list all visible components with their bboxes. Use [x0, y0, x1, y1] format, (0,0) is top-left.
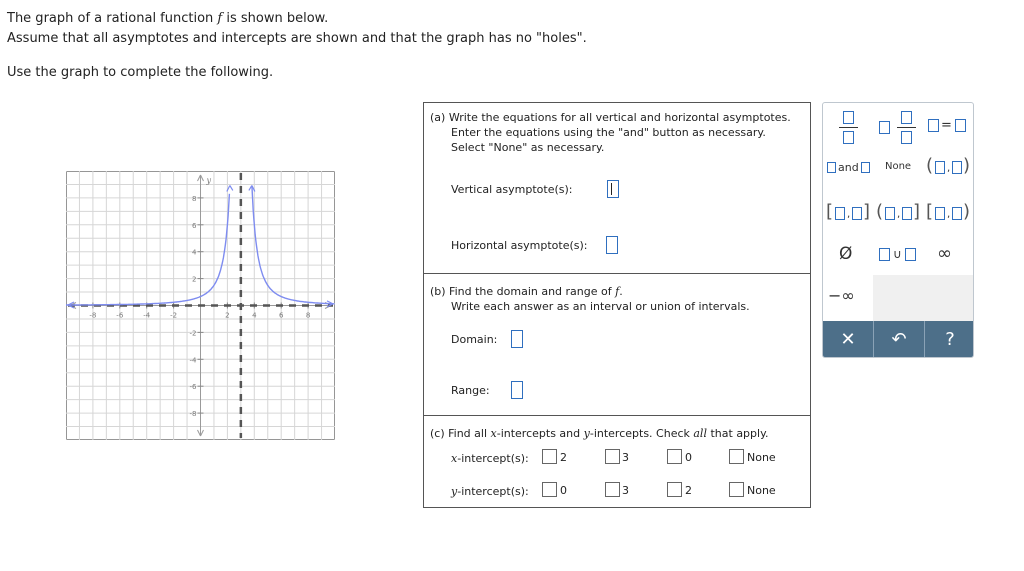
part-a-panel: [423, 102, 811, 274]
open-interval-button[interactable]: [925, 153, 973, 181]
half-closed-interval-button[interactable]: [925, 199, 973, 227]
mixed-number-button[interactable]: [877, 107, 923, 147]
left-box: [827, 162, 836, 173]
x-intercept-option-none: None: [747, 451, 776, 464]
fraction-button[interactable]: [829, 107, 869, 147]
domain-input[interactable]: [511, 330, 523, 348]
all-emphasis: all: [693, 427, 707, 440]
horizontal-asymptote-label: Horizontal asymptote(s):: [451, 239, 588, 252]
numerator-box: [843, 111, 854, 124]
comma: ,: [897, 209, 901, 220]
x-tick-label: -4: [143, 311, 151, 320]
vertical-asymptote-label: Vertical asymptote(s):: [451, 183, 573, 196]
x-intercept-option-0: 0: [685, 451, 692, 464]
right-box: [902, 207, 912, 220]
comma: ,: [947, 163, 951, 174]
y-intercept-option-0: 0: [560, 484, 567, 497]
y-tick-label: 6: [192, 221, 197, 230]
right-box: [952, 161, 962, 174]
negative-infinity-button[interactable]: [823, 275, 873, 317]
right-box: [952, 207, 962, 220]
undo-icon: ↶: [891, 329, 907, 350]
equals-button[interactable]: [926, 113, 972, 139]
denominator-box: [843, 131, 854, 144]
part-b-text: .: [619, 285, 623, 298]
function-name: f: [217, 11, 223, 26]
help-icon: ?: [945, 329, 955, 350]
whole-box: [879, 121, 890, 134]
x-intercept-option-3: 3: [622, 451, 629, 464]
x-variable: x: [451, 452, 458, 465]
y-tick-label: 2: [192, 275, 197, 284]
left-box: [885, 207, 895, 220]
x-tick-label: -8: [89, 311, 97, 320]
part-a-line-3: Select "None" as necessary.: [451, 141, 605, 154]
denominator-box: [901, 131, 912, 144]
x-variable: x: [490, 427, 497, 440]
right-box: [861, 162, 870, 173]
range-label: Range:: [451, 384, 490, 397]
none-button[interactable]: [881, 157, 917, 179]
part-a-line-1: (a) Write the equations for all vertical and horizontal asymptotes.: [430, 111, 791, 124]
open-paren: (: [926, 155, 934, 176]
y-tick-label: -4: [189, 356, 197, 365]
left-box: [935, 161, 945, 174]
part-c-text: that apply.: [706, 427, 769, 440]
and-label: and: [838, 161, 859, 174]
part-a-line-2: Enter the equations using the "and" button as necessary.: [451, 126, 766, 139]
left-box: [928, 119, 939, 132]
close-bracket: ]: [913, 201, 921, 222]
range-input[interactable]: [511, 381, 523, 399]
intro-text: is shown below.: [222, 11, 329, 26]
math-palette: [822, 102, 974, 358]
y-tick-label: -8: [189, 410, 197, 419]
palette-empty-area: [873, 275, 974, 321]
open-bracket: [: [926, 201, 934, 222]
y-intercept-checkbox-none[interactable]: [729, 482, 744, 497]
y-intercept-option-none: None: [747, 484, 776, 497]
x-tick-label: 8: [305, 311, 311, 320]
y-tick-label: 8: [192, 194, 197, 203]
union-symbol: ∪: [893, 247, 902, 261]
part-b-line-2: Write each answer as an interval or union of intervals.: [451, 300, 750, 313]
domain-label: Domain:: [451, 333, 498, 346]
y-variable: y: [583, 427, 590, 440]
empty-set-symbol: Ø: [839, 244, 853, 264]
undo-button[interactable]: [874, 321, 924, 358]
close-paren: ): [963, 155, 971, 176]
clear-button[interactable]: [823, 321, 873, 358]
part-c-line-1: [430, 427, 769, 440]
part-c-panel: [423, 415, 811, 508]
x-tick-label: -2: [170, 311, 178, 320]
intro-line-3: Use the graph to complete the following.: [7, 65, 274, 80]
x-intercept-checkbox-0[interactable]: [667, 449, 682, 464]
infinity-symbol: ∞: [937, 243, 952, 264]
half-open-interval-button[interactable]: [875, 199, 923, 227]
open-paren: (: [876, 201, 884, 222]
part-c-text: (c) Find all: [430, 427, 491, 440]
right-box: [905, 248, 916, 261]
y-axis-label: y: [206, 176, 212, 185]
closed-interval-button[interactable]: [825, 199, 873, 227]
fraction-bar: [897, 127, 916, 128]
y-intercept-label-text: -intercept(s):: [457, 485, 529, 498]
open-bracket: [: [826, 201, 834, 222]
fraction-bar: [839, 127, 858, 128]
intro-text: The graph of a rational function: [7, 11, 218, 26]
clear-icon: ✕: [840, 329, 856, 350]
infinity-button[interactable]: [933, 243, 965, 267]
right-box: [852, 207, 862, 220]
comma: ,: [847, 209, 851, 220]
text-cursor: [611, 183, 612, 195]
rational-function-graph: [66, 171, 335, 440]
union-button[interactable]: [875, 243, 923, 267]
negative-infinity-symbol: −∞: [828, 286, 855, 305]
numerator-box: [901, 111, 912, 124]
equals-sign: =: [941, 118, 952, 133]
part-b-line-1: [430, 285, 623, 298]
intro-line-2: Assume that all asymptotes and intercepts are shown and that the graph has no "holes".: [7, 31, 587, 46]
close-bracket: ]: [863, 201, 871, 222]
right-box: [955, 119, 966, 132]
x-intercept-option-2: 2: [560, 451, 567, 464]
vertical-asymptote-input[interactable]: [607, 180, 619, 198]
x-intercept-checkbox-none[interactable]: [729, 449, 744, 464]
part-b-panel: [423, 273, 811, 416]
y-intercept-option-2: 2: [685, 484, 692, 497]
left-box: [935, 207, 945, 220]
x-intercept-checkbox-3[interactable]: [605, 449, 620, 464]
part-b-text: (b) Find the domain and range of: [430, 285, 616, 298]
x-intercept-checkbox-2[interactable]: [542, 449, 557, 464]
part-c-text: -intercepts and: [496, 427, 584, 440]
left-box: [835, 207, 845, 220]
help-button[interactable]: [925, 321, 974, 358]
and-button[interactable]: [825, 157, 873, 179]
x-tick-label: 4: [252, 311, 257, 320]
y-tick-label: -2: [189, 329, 197, 338]
left-box: [879, 248, 890, 261]
close-paren: ): [963, 201, 971, 222]
function-name: f: [615, 285, 620, 298]
x-tick-label: 6: [278, 311, 284, 320]
y-tick-label: -6: [189, 383, 197, 392]
y-tick-label: 4: [192, 248, 197, 257]
y-intercept-option-3: 3: [622, 484, 629, 497]
y-intercept-checkbox-3[interactable]: [605, 482, 620, 497]
part-c-text: -intercepts. Check: [589, 427, 694, 440]
intro-line-1: [7, 11, 328, 26]
comma: ,: [947, 209, 951, 220]
y-intercept-checkbox-2[interactable]: [667, 482, 682, 497]
x-tick-label: -6: [116, 311, 124, 320]
empty-set-button[interactable]: [833, 243, 863, 267]
palette-action-bar: [823, 321, 974, 358]
x-intercept-label: [451, 452, 529, 465]
y-intercept-label: [451, 485, 529, 498]
none-label: None: [885, 161, 912, 172]
x-tick-label: 2: [225, 311, 230, 320]
y-variable: y: [451, 485, 458, 498]
y-intercept-checkbox-0[interactable]: [542, 482, 557, 497]
horizontal-asymptote-input[interactable]: [606, 236, 618, 254]
x-intercept-label-text: -intercept(s):: [457, 452, 529, 465]
